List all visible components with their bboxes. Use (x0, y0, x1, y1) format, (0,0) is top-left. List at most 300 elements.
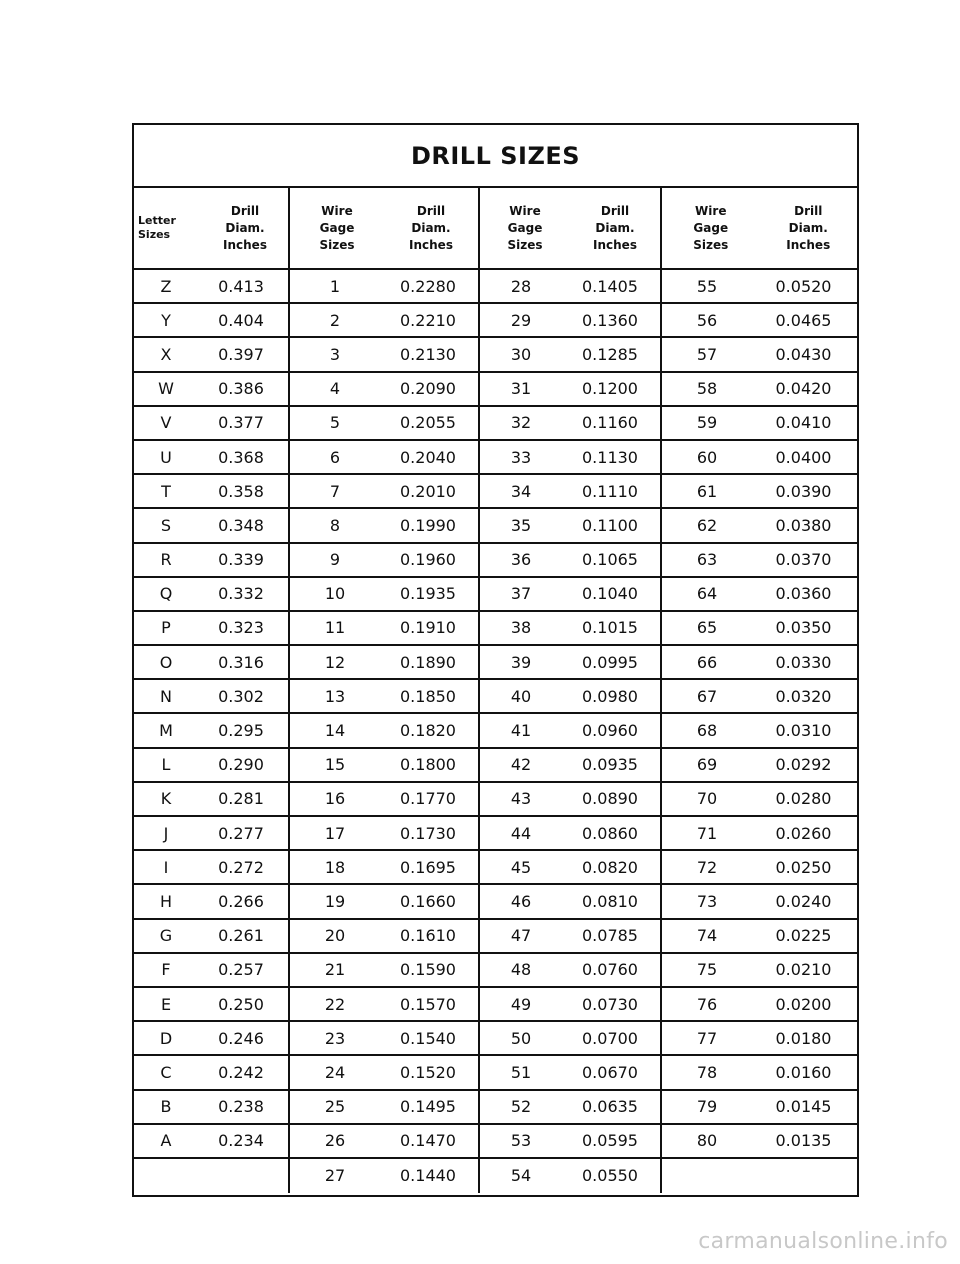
drill-diameter-cell: 0.1570 (400, 994, 456, 1014)
wire-gage-size-cell: 57 (696, 344, 718, 364)
table-row-group (660, 749, 857, 781)
wire-gage-size-cell: 69 (696, 755, 718, 775)
table-row-group (478, 1056, 660, 1088)
table-row-group (288, 885, 478, 917)
drill-diameter-cell: 0.0390 (775, 481, 832, 501)
drill-diameter-cell: 0.0370 (775, 550, 832, 570)
table-row (134, 578, 857, 612)
wire-gage-size-cell: 17 (324, 823, 346, 843)
letter-size-cell: W (158, 379, 174, 399)
table-row-group (134, 680, 288, 712)
wire-gage-size-cell: 25 (324, 1097, 346, 1117)
wire-gage-size-cell: 59 (696, 413, 718, 433)
wire-gage-size-cell: 40 (510, 686, 532, 706)
drill-diameter-cell: 0.316 (218, 652, 264, 672)
drill-diameter-cell: 0.332 (218, 584, 264, 604)
letter-size-cell: R (160, 550, 172, 570)
wire-gage-size-cell: 65 (696, 618, 718, 638)
drill-diameter-cell: 0.2040 (400, 447, 456, 467)
table-row-group (478, 544, 660, 576)
table-row (134, 885, 857, 919)
drill-diameter-cell: 0.0730 (582, 994, 638, 1014)
table-row-group (134, 509, 288, 541)
table-row-group (288, 544, 478, 576)
wire-gage-size-cell: 36 (510, 550, 532, 570)
drill-diameter-cell: 0.1015 (582, 618, 638, 638)
table-row-group (660, 578, 857, 610)
wire-gage-size-cell: 45 (510, 857, 532, 877)
table-row-group (134, 783, 288, 815)
table-body (134, 270, 857, 1193)
table-row-group (660, 475, 857, 507)
table-row-group (660, 885, 857, 917)
wire-gage-size-cell: 50 (510, 1028, 532, 1048)
drill-diameter-cell: 0.0960 (582, 721, 638, 741)
wire-gage-size-cell: 13 (324, 686, 346, 706)
drill-diameter-cell: 0.1405 (582, 276, 638, 296)
table-row-group (478, 714, 660, 746)
wire-gage-size-cell: 56 (696, 310, 718, 330)
table-row-group (288, 783, 478, 815)
letter-size-cell: G (159, 926, 173, 946)
letter-size-cell: L (161, 755, 171, 775)
table-row-group (478, 851, 660, 883)
table-row-group (660, 544, 857, 576)
drill-diameter-cell: 0.257 (218, 960, 264, 980)
wire-gage-size-cell: 63 (696, 550, 718, 570)
wire-gage-size-cell: 54 (510, 1166, 532, 1186)
drill-diameter-cell: 0.0635 (582, 1097, 638, 1117)
letter-size-cell: J (163, 823, 169, 843)
table-row-group (660, 920, 857, 952)
drill-diameter-cell: 0.2130 (400, 344, 456, 364)
wire-gage-size-cell: 34 (510, 481, 532, 501)
drill-diameter-cell: 0.0465 (775, 310, 832, 330)
table-row-group (478, 1091, 660, 1123)
drill-diameter-cell: 0.0240 (775, 891, 832, 911)
wire-gage-size-cell: 79 (696, 1097, 718, 1117)
table-row-group (288, 441, 478, 473)
table-row-group (134, 544, 288, 576)
drill-diameter-cell: 0.413 (218, 276, 264, 296)
table-row-group (288, 646, 478, 678)
header-letter-sizes: Letter Sizes (138, 214, 176, 241)
table-row-group (288, 714, 478, 746)
drill-diameter-cell: 0.0160 (775, 1062, 832, 1082)
table-row (134, 714, 857, 748)
drill-diameter-cell: 0.1695 (400, 857, 456, 877)
wire-gage-size-cell: 15 (324, 755, 346, 775)
table-row-group (478, 749, 660, 781)
header-row (134, 188, 857, 270)
wire-gage-size-cell: 8 (329, 515, 341, 535)
table-row (134, 475, 857, 509)
table-row-group (134, 338, 288, 370)
table-row-group (478, 441, 660, 473)
wire-gage-size-cell: 41 (510, 721, 532, 741)
letter-size-cell: B (160, 1097, 172, 1117)
drill-diameter-cell: 0.1850 (400, 686, 456, 706)
wire-gage-size-cell: 31 (510, 379, 532, 399)
table-row-group (288, 817, 478, 849)
table-row-group (134, 817, 288, 849)
drill-diameter-cell: 0.1730 (400, 823, 456, 843)
table-row (134, 817, 857, 851)
drill-diameter-cell: 0.1660 (400, 891, 456, 911)
table-row-group (660, 338, 857, 370)
wire-gage-size-cell: 20 (324, 926, 346, 946)
table-row-group (660, 1125, 857, 1157)
table-row (134, 373, 857, 407)
wire-gage-size-cell: 29 (510, 310, 532, 330)
drill-diameter-cell: 0.277 (218, 823, 264, 843)
table-row-group (478, 1159, 660, 1193)
table-row-group (478, 304, 660, 336)
table-row-group (660, 1091, 857, 1123)
table-row (134, 1056, 857, 1090)
wire-gage-size-cell: 78 (696, 1062, 718, 1082)
drill-diameter-cell: 0.348 (218, 515, 264, 535)
table-row-group (288, 475, 478, 507)
drill-diameter-cell: 0.386 (218, 379, 264, 399)
wire-gage-size-cell: 80 (696, 1131, 718, 1151)
wire-gage-size-cell: 55 (696, 276, 718, 296)
letter-size-cell: F (161, 960, 171, 980)
table-row-group (288, 578, 478, 610)
table-row (134, 920, 857, 954)
header-drill-diam: Drill Diam. Inches (409, 203, 453, 252)
letter-size-cell: K (160, 789, 172, 809)
letter-size-cell: Z (160, 276, 172, 296)
drill-diameter-cell: 0.0935 (582, 755, 638, 775)
drill-diameter-cell: 0.281 (218, 789, 264, 809)
drill-diameter-cell: 0.250 (218, 994, 264, 1014)
wire-gage-size-cell: 61 (696, 481, 718, 501)
wire-gage-size-cell: 9 (329, 550, 341, 570)
table-row-group (478, 646, 660, 678)
drill-diameter-cell: 0.290 (218, 755, 264, 775)
drill-diameter-cell: 0.0700 (582, 1028, 638, 1048)
table-row-group (134, 954, 288, 986)
table-row (134, 1022, 857, 1056)
table-row (134, 646, 857, 680)
drill-diameter-cell: 0.0410 (775, 413, 832, 433)
table-row-group (134, 407, 288, 439)
drill-diameter-cell: 0.1360 (582, 310, 638, 330)
table-row (134, 1159, 857, 1193)
table-row (134, 509, 857, 543)
wire-gage-size-cell: 64 (696, 584, 718, 604)
table-row-group (478, 988, 660, 1020)
table-row (134, 680, 857, 714)
letter-size-cell: S (160, 515, 172, 535)
letter-size-cell: H (159, 891, 173, 911)
letter-size-cell: I (163, 857, 169, 877)
wire-gage-size-cell: 43 (510, 789, 532, 809)
drill-diameter-cell: 0.0360 (775, 584, 832, 604)
table-row-group (660, 373, 857, 405)
wire-gage-size-cell: 77 (696, 1028, 718, 1048)
table-row-group (478, 270, 660, 302)
wire-gage-size-cell: 44 (510, 823, 532, 843)
wire-gage-size-cell: 2 (329, 310, 341, 330)
drill-diameter-cell: 0.1495 (400, 1097, 456, 1117)
wire-gage-size-cell: 53 (510, 1131, 532, 1151)
wire-gage-size-cell: 76 (696, 994, 718, 1014)
wire-gage-size-cell: 74 (696, 926, 718, 946)
table-row (134, 1125, 857, 1159)
letter-size-cell: O (159, 652, 173, 672)
wire-gage-size-cell: 14 (324, 721, 346, 741)
drill-diameter-cell: 0.0860 (582, 823, 638, 843)
drill-diameter-cell: 0.1065 (582, 550, 638, 570)
table-row-group (134, 1159, 288, 1193)
wire-gage-size-cell: 7 (329, 481, 341, 501)
wire-gage-size-cell: 60 (696, 447, 718, 467)
drill-diameter-cell: 0.1110 (582, 481, 638, 501)
drill-diameter-cell: 0.0225 (775, 926, 832, 946)
wire-gage-size-cell: 62 (696, 515, 718, 535)
wire-gage-size-cell: 70 (696, 789, 718, 809)
table-row-group (134, 749, 288, 781)
drill-diameter-cell: 0.1540 (400, 1028, 456, 1048)
wire-gage-size-cell: 6 (329, 447, 341, 467)
drill-diameter-cell: 0.2210 (400, 310, 456, 330)
header-drill-diam: Drill Diam. Inches (223, 203, 267, 252)
letter-size-cell: V (160, 413, 172, 433)
drill-diameter-cell: 0.0550 (582, 1166, 638, 1186)
wire-gage-size-cell: 71 (696, 823, 718, 843)
header-group-letter (134, 188, 288, 268)
drill-diameter-cell: 0.2280 (400, 276, 456, 296)
table-row-group (478, 920, 660, 952)
wire-gage-size-cell: 46 (510, 891, 532, 911)
letter-size-cell: N (160, 686, 172, 706)
table-row-group (478, 373, 660, 405)
table-row-group (288, 1022, 478, 1054)
drill-diameter-cell: 0.339 (218, 550, 264, 570)
drill-diameter-cell: 0.1470 (400, 1131, 456, 1151)
table-row-group (660, 612, 857, 644)
table-row-group (288, 338, 478, 370)
letter-size-cell: D (159, 1028, 173, 1048)
table-row-group (478, 1022, 660, 1054)
header-wire-gage-sizes: Wire Gage Sizes (693, 203, 729, 252)
wire-gage-size-cell: 27 (324, 1166, 346, 1186)
header-wire-gage-sizes: Wire Gage Sizes (507, 203, 543, 252)
table-row-group (288, 851, 478, 883)
letter-size-cell: A (160, 1131, 172, 1151)
watermark: carmanualsonline.info (698, 1229, 948, 1254)
table-row-group (288, 509, 478, 541)
drill-diameter-cell: 0.0210 (775, 960, 832, 980)
wire-gage-size-cell: 22 (324, 994, 346, 1014)
table-row (134, 338, 857, 372)
table-row-group (660, 817, 857, 849)
drill-diameter-cell: 0.0595 (582, 1131, 638, 1151)
wire-gage-size-cell: 18 (324, 857, 346, 877)
wire-gage-size-cell: 51 (510, 1062, 532, 1082)
drill-diameter-cell: 0.266 (218, 891, 264, 911)
table-row-group (660, 1022, 857, 1054)
table-row-group (660, 646, 857, 678)
drill-diameter-cell: 0.0670 (582, 1062, 638, 1082)
wire-gage-size-cell: 23 (324, 1028, 346, 1048)
drill-diameter-cell: 0.0200 (775, 994, 832, 1014)
drill-diameter-cell: 0.1040 (582, 584, 638, 604)
drill-diameter-cell: 0.1770 (400, 789, 456, 809)
drill-diameter-cell: 0.0520 (775, 276, 832, 296)
letter-size-cell: Y (161, 310, 171, 330)
table-row-group (660, 988, 857, 1020)
table-row-group (478, 509, 660, 541)
table-row-group (134, 1022, 288, 1054)
table-row-group (134, 270, 288, 302)
table-row-group (134, 885, 288, 917)
drill-diameter-cell: 0.0292 (775, 755, 832, 775)
drill-diameter-cell: 0.0810 (582, 891, 638, 911)
table-row (134, 407, 857, 441)
wire-gage-size-cell: 48 (510, 960, 532, 980)
drill-diameter-cell: 0.0135 (775, 1131, 832, 1151)
drill-diameter-cell: 0.1160 (582, 413, 638, 433)
drill-diameter-cell: 0.1800 (400, 755, 456, 775)
drill-diameter-cell: 0.397 (218, 344, 264, 364)
table-row-group (660, 714, 857, 746)
table-row-group (134, 646, 288, 678)
wire-gage-size-cell: 16 (324, 789, 346, 809)
drill-diameter-cell: 0.0760 (582, 960, 638, 980)
table-row-group (660, 783, 857, 815)
table-row (134, 783, 857, 817)
wire-gage-size-cell: 38 (510, 618, 532, 638)
drill-diameter-cell: 0.0400 (775, 447, 832, 467)
drill-diameter-cell: 0.1590 (400, 960, 456, 980)
drill-diameter-cell: 0.261 (218, 926, 264, 946)
letter-size-cell: M (159, 721, 173, 741)
table-row-group (288, 407, 478, 439)
table-row-group (288, 1159, 478, 1193)
drill-diameter-cell: 0.1440 (400, 1166, 456, 1186)
wire-gage-size-cell: 73 (696, 891, 718, 911)
letter-size-cell: U (160, 447, 172, 467)
drill-diameter-cell: 0.1520 (400, 1062, 456, 1082)
wire-gage-size-cell: 10 (324, 584, 346, 604)
letter-size-cell: C (160, 1062, 172, 1082)
wire-gage-size-cell: 26 (324, 1131, 346, 1151)
wire-gage-size-cell: 28 (510, 276, 532, 296)
wire-gage-size-cell: 24 (324, 1062, 346, 1082)
wire-gage-size-cell: 11 (324, 618, 346, 638)
table-row-group (288, 612, 478, 644)
drill-diameter-cell: 0.404 (218, 310, 264, 330)
letter-size-cell: Q (159, 584, 173, 604)
table-row-group (478, 1125, 660, 1157)
table-row-group (478, 612, 660, 644)
drill-diameter-cell: 0.0430 (775, 344, 832, 364)
table-row-group (134, 920, 288, 952)
drill-diameter-cell: 0.0260 (775, 823, 832, 843)
drill-diameter-cell: 0.0330 (775, 652, 832, 672)
drill-diameter-cell: 0.272 (218, 857, 264, 877)
letter-size-cell: X (160, 344, 172, 364)
drill-diameter-cell: 0.1820 (400, 721, 456, 741)
wire-gage-size-cell: 21 (324, 960, 346, 980)
drill-diameter-cell: 0.0890 (582, 789, 638, 809)
table-row (134, 988, 857, 1022)
wire-gage-size-cell: 47 (510, 926, 532, 946)
drill-diameter-cell: 0.1910 (400, 618, 456, 638)
table-row-group (288, 373, 478, 405)
table-row-group (134, 851, 288, 883)
table-row-group (660, 1159, 857, 1193)
table-row-group (134, 373, 288, 405)
table-row-group (288, 988, 478, 1020)
drill-diameter-cell: 0.2010 (400, 481, 456, 501)
table-row-group (660, 954, 857, 986)
table-row-group (134, 714, 288, 746)
table-row-group (134, 988, 288, 1020)
drill-diameter-cell: 0.0145 (775, 1097, 832, 1117)
header-wire-gage-sizes: Wire Gage Sizes (319, 203, 355, 252)
drill-diameter-cell: 0.1200 (582, 379, 638, 399)
drill-diameter-cell: 0.1990 (400, 515, 456, 535)
wire-gage-size-cell: 72 (696, 857, 718, 877)
table-row-group (478, 783, 660, 815)
table-row-group (288, 270, 478, 302)
drill-diameter-cell: 0.1890 (400, 652, 456, 672)
table-row-group (288, 304, 478, 336)
header-group-wire-2 (478, 188, 660, 268)
header-group-wire-3 (660, 188, 857, 268)
table-row (134, 954, 857, 988)
header-drill-diam: Drill Diam. Inches (593, 203, 637, 252)
wire-gage-size-cell: 3 (329, 344, 341, 364)
wire-gage-size-cell: 52 (510, 1097, 532, 1117)
wire-gage-size-cell: 32 (510, 413, 532, 433)
table-row-group (288, 1091, 478, 1123)
drill-diameter-cell: 0.295 (218, 721, 264, 741)
table-row-group (478, 954, 660, 986)
table-row-group (660, 304, 857, 336)
table-row-group (134, 612, 288, 644)
table-row-group (478, 578, 660, 610)
drill-diameter-cell: 0.1935 (400, 584, 456, 604)
wire-gage-size-cell: 68 (696, 721, 718, 741)
drill-diameter-cell: 0.1285 (582, 344, 638, 364)
drill-diameter-cell: 0.2055 (400, 413, 456, 433)
header-group-wire-1 (288, 188, 478, 268)
table-row-group (288, 954, 478, 986)
table-row (134, 304, 857, 338)
wire-gage-size-cell: 58 (696, 379, 718, 399)
drill-diameter-cell: 0.377 (218, 413, 264, 433)
drill-diameter-cell: 0.1610 (400, 926, 456, 946)
drill-diameter-cell: 0.323 (218, 618, 264, 638)
table-row-group (134, 475, 288, 507)
drill-diameter-cell: 0.0250 (775, 857, 832, 877)
drill-diameter-cell: 0.0420 (775, 379, 832, 399)
wire-gage-size-cell: 66 (696, 652, 718, 672)
drill-diameter-cell: 0.0785 (582, 926, 638, 946)
table-row-group (478, 817, 660, 849)
drill-diameter-cell: 0.0380 (775, 515, 832, 535)
drill-diameter-cell: 0.234 (218, 1131, 264, 1151)
drill-diameter-cell: 0.368 (218, 447, 264, 467)
table-row-group (478, 885, 660, 917)
drill-diameter-cell: 0.1130 (582, 447, 638, 467)
wire-gage-size-cell: 33 (510, 447, 532, 467)
